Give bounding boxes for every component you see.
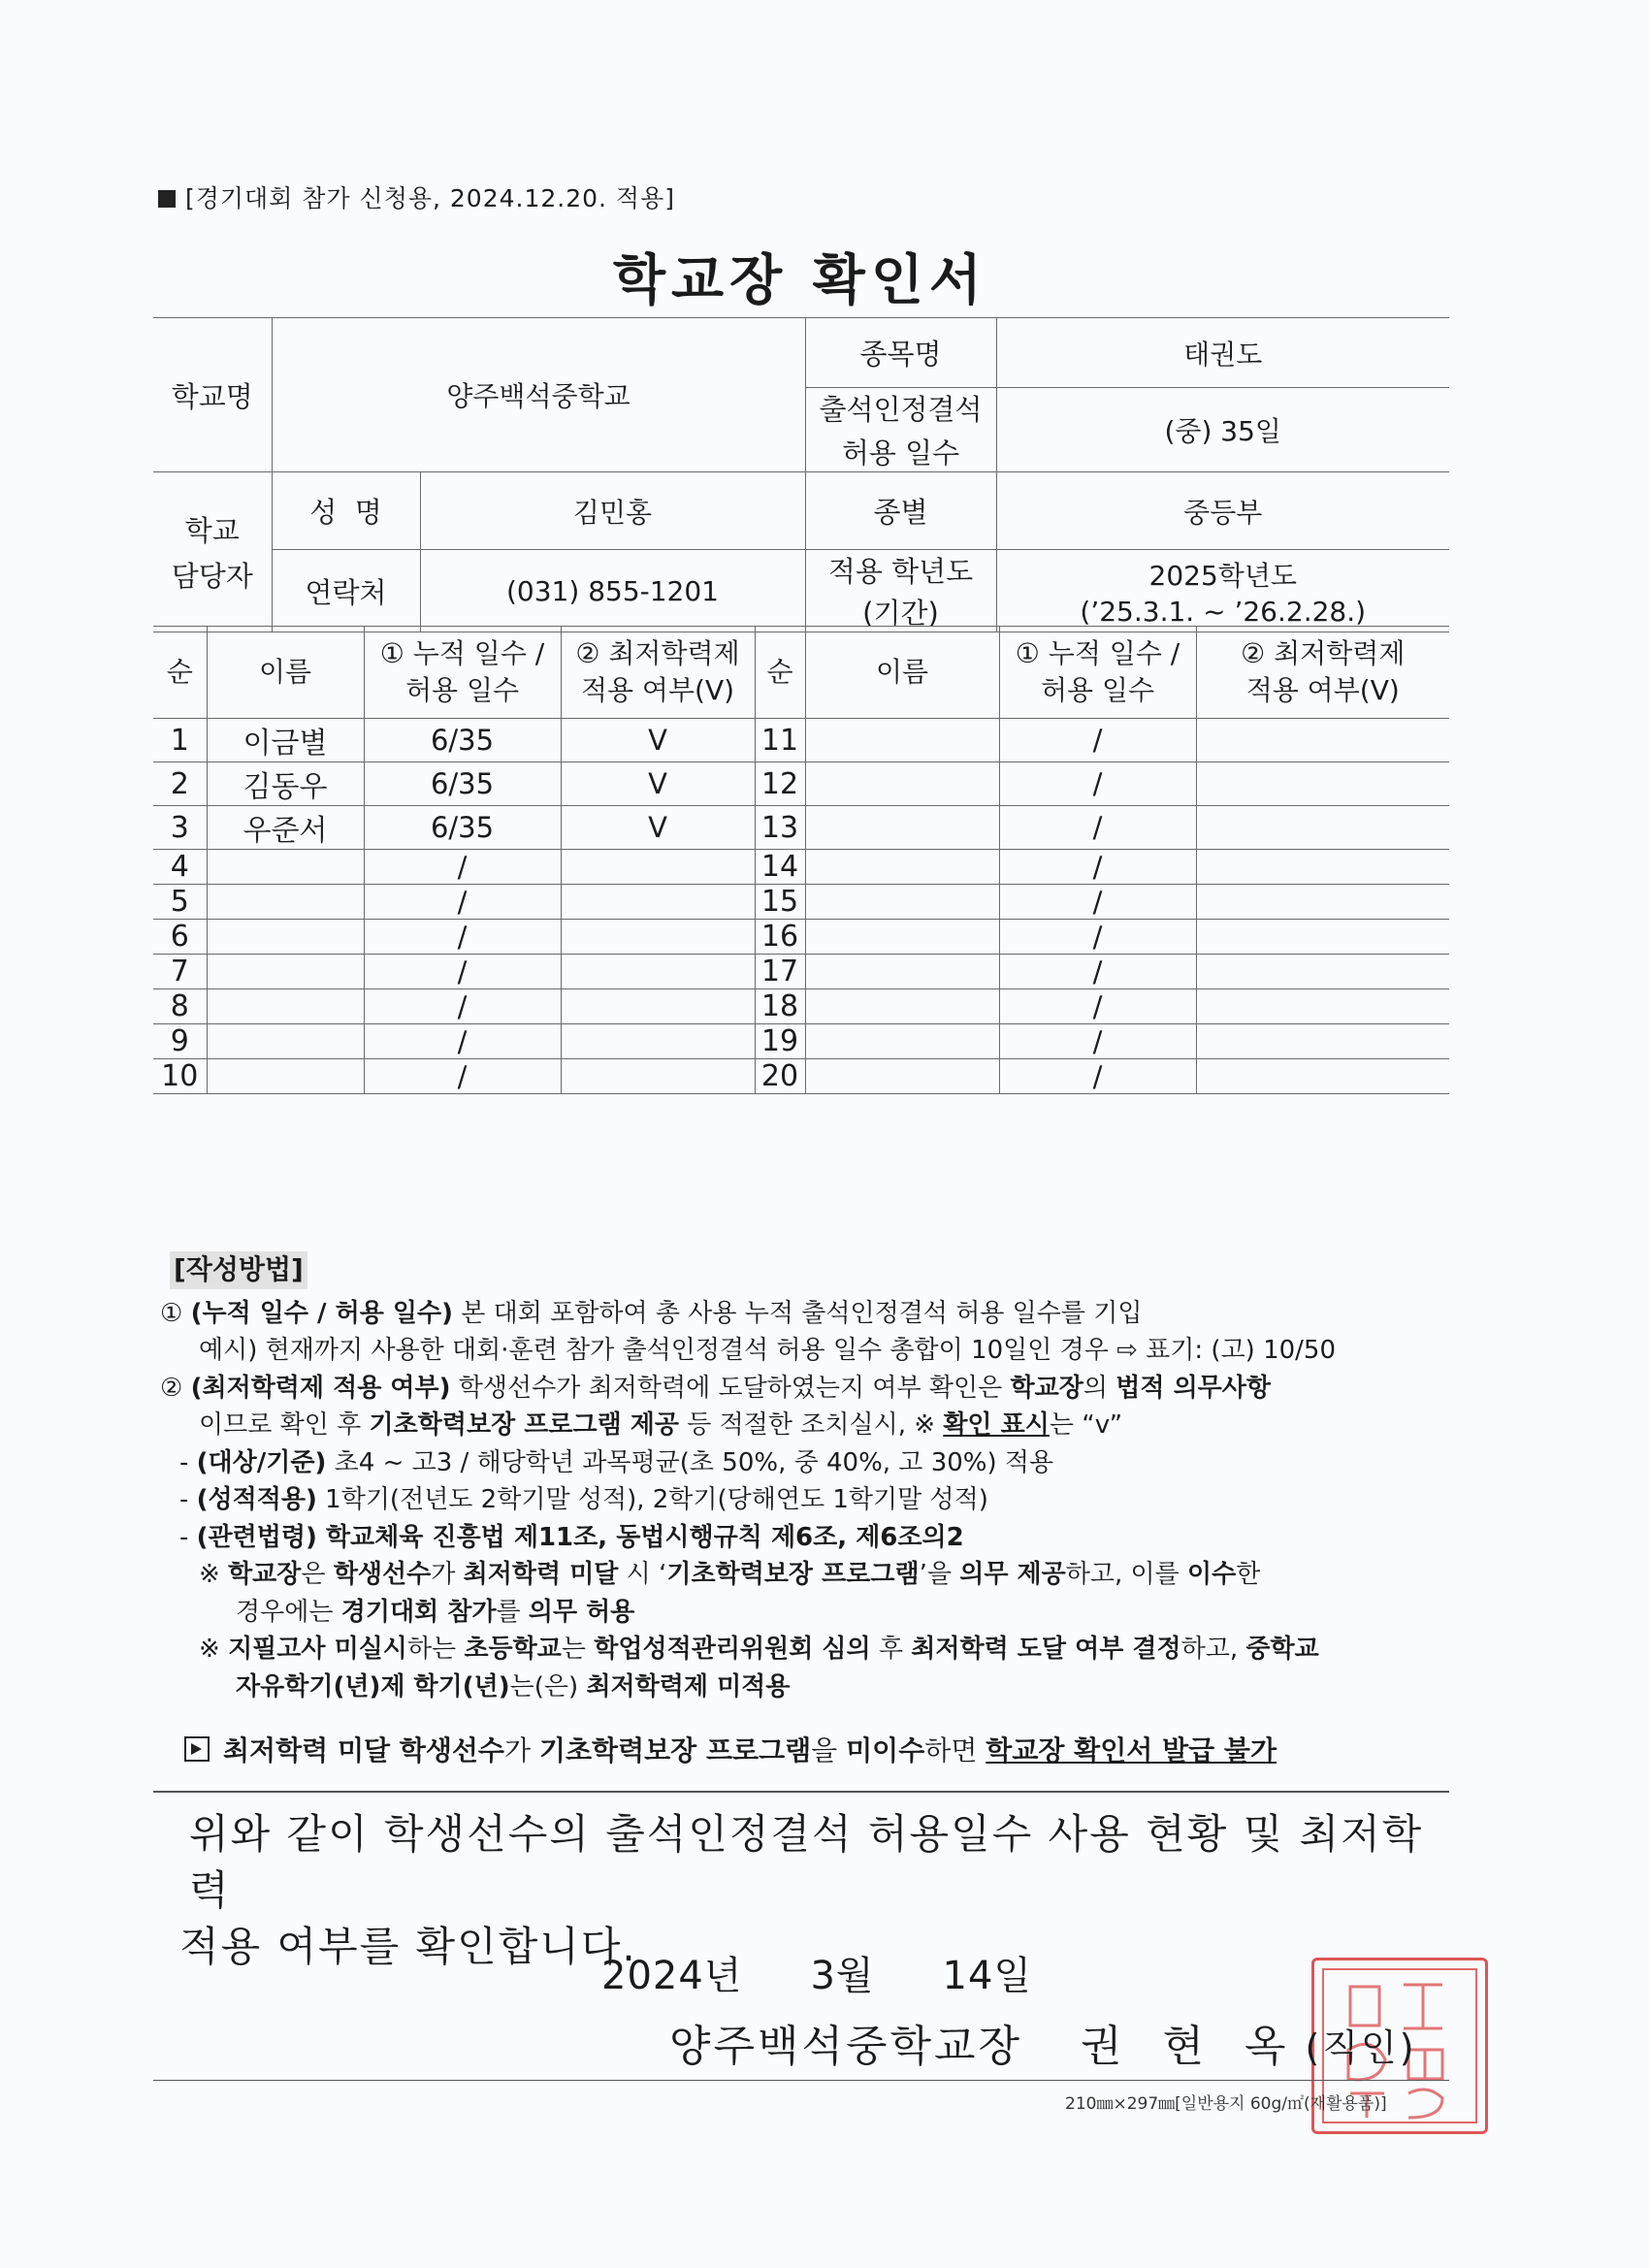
left-no-cell: 8 — [153, 989, 207, 1024]
paper-spec: 210㎜×297㎜[일반용지 60g/㎡(재활용품)] — [1065, 2094, 1387, 2114]
left-name-cell — [207, 989, 364, 1024]
left-apply-cell: V — [561, 762, 755, 806]
school-year-label — [805, 550, 996, 632]
form-note — [158, 179, 675, 214]
left-apply-cell: V — [561, 806, 755, 850]
left-name-cell: 김동우 — [207, 762, 364, 806]
divider — [153, 1791, 1449, 1793]
contact-label: 연락처 — [272, 550, 420, 632]
col-header-apply-right-line1: ② 최저학력제 — [1241, 637, 1406, 669]
col-header-no-right: 순 — [755, 627, 805, 719]
instruction-line: ① (누적 일수 / 허용 일수) 본 대회 포함하여 총 사용 누적 출석인정결석 허용 일수를 기입 — [160, 1298, 1143, 1328]
right-name-cell — [805, 762, 999, 806]
final-warning: 최저학력 미달 학생선수가 기초학력보장 프로그램을 미이수하면 학교장 확인서 발급 불가 — [184, 1730, 1277, 1768]
left-apply-cell — [561, 1059, 755, 1094]
left-name-cell — [207, 920, 364, 955]
instruction-line: ※ 지필고사 미실시하는 초등학교는 학업성적관리위원회 심의 후 최저학력 도달 여부 결정하고, 중학교 — [199, 1635, 1319, 1664]
allowed-days-value: (중) 35일 — [996, 388, 1449, 472]
footer-divider — [153, 2080, 1449, 2081]
col-header-days-line1: ① 누적 일수 / — [379, 637, 545, 669]
table-row — [153, 806, 1449, 850]
right-name-cell — [805, 719, 999, 762]
person-label-line1: 학교 — [184, 514, 240, 547]
left-days-cell: / — [364, 1024, 561, 1059]
roster-header-row — [153, 627, 1449, 719]
right-name-cell — [805, 850, 999, 885]
square-bullet-icon — [158, 190, 176, 208]
left-no-cell: 3 — [153, 806, 207, 850]
right-no-cell: 11 — [755, 719, 805, 762]
left-days-cell: / — [364, 1059, 561, 1094]
col-header-days-right-line2: 허용 일수 — [1040, 674, 1155, 706]
left-no-cell: 6 — [153, 920, 207, 955]
instruction-line: 경우에는 경기대회 참가를 의무 허용 — [236, 1597, 635, 1627]
left-apply-cell — [561, 1024, 755, 1059]
right-apply-cell — [1196, 955, 1449, 989]
school-info-table — [153, 317, 1449, 632]
confirmation-line2: 적용 여부를 확인합니다. — [179, 1923, 637, 1970]
student-roster-table — [153, 626, 1449, 1094]
name-label: 성 명 — [272, 472, 420, 550]
instructions-heading: [작성방법] — [170, 1251, 307, 1289]
school-year-label-line2: (기간) — [862, 597, 939, 630]
contact-value: (031) 855-1201 — [420, 550, 805, 632]
right-apply-cell — [1196, 920, 1449, 955]
right-days-cell: / — [999, 885, 1196, 920]
left-days-cell: / — [364, 885, 561, 920]
right-days-cell: / — [999, 850, 1196, 885]
left-name-cell — [207, 1059, 364, 1094]
right-no-cell: 12 — [755, 762, 805, 806]
date-year: 2024년 — [601, 1954, 743, 1998]
person-in-charge-label — [153, 472, 272, 632]
col-header-apply-line1: ② 최저학력제 — [575, 637, 740, 669]
left-name-cell — [207, 1024, 364, 1059]
instruction-line: 이므로 확인 후 기초학력보장 프로그램 제공 등 적절한 조치실시, ※ 확인 표시는 “v” — [199, 1410, 1123, 1440]
left-apply-cell — [561, 989, 755, 1024]
instruction-line: - (대상/기준) 초4 ~ 고3 / 해당학년 과목평균(초 50%, 중 40%, 고 30%) 적용 — [179, 1447, 1054, 1477]
right-apply-cell — [1196, 719, 1449, 762]
school-name-value: 양주백석중학교 — [272, 318, 805, 472]
arrow-box-icon — [184, 1736, 210, 1762]
table-row — [153, 885, 1449, 920]
col-header-apply-right-line2: 적용 여부(V) — [1245, 674, 1400, 706]
school-name-label: 학교명 — [153, 318, 272, 472]
right-no-cell: 16 — [755, 920, 805, 955]
principal-title: 양주백석중학교장 — [669, 2022, 1023, 2071]
sport-label: 종목명 — [805, 318, 996, 388]
right-days-cell: / — [999, 1024, 1196, 1059]
right-days-cell: / — [999, 762, 1196, 806]
left-no-cell: 9 — [153, 1024, 207, 1059]
left-no-cell: 2 — [153, 762, 207, 806]
confirmation-line1: 위와 같이 학생선수의 출석인정결석 허용일수 사용 현황 및 최저학력 — [189, 1810, 1424, 1914]
right-apply-cell — [1196, 1059, 1449, 1094]
col-header-days — [364, 627, 561, 719]
sport-value: 태권도 — [996, 318, 1449, 388]
table-row — [153, 1059, 1449, 1094]
right-days-cell: / — [999, 806, 1196, 850]
col-header-apply — [561, 627, 755, 719]
right-days-cell: / — [999, 1059, 1196, 1094]
instructions-section — [160, 1251, 1460, 1705]
principal-name: 권 현 옥 — [1081, 2022, 1300, 2071]
table-row — [153, 850, 1449, 885]
table-row — [153, 1024, 1449, 1059]
left-no-cell: 1 — [153, 719, 207, 762]
person-label-line2: 담당자 — [171, 560, 253, 593]
left-no-cell: 7 — [153, 955, 207, 989]
left-days-cell: 6/35 — [364, 806, 561, 850]
right-apply-cell — [1196, 885, 1449, 920]
right-days-cell: / — [999, 955, 1196, 989]
school-year-value-line2: (’25.3.1. ~ ’26.2.28.) — [1080, 595, 1367, 628]
right-apply-cell — [1196, 762, 1449, 806]
division-value: 중등부 — [996, 472, 1449, 550]
right-name-cell — [805, 806, 999, 850]
left-apply-cell: V — [561, 719, 755, 762]
table-row — [153, 955, 1449, 989]
school-year-value — [996, 550, 1449, 632]
right-name-cell — [805, 955, 999, 989]
right-name-cell — [805, 1059, 999, 1094]
roster-body — [153, 719, 1449, 1094]
left-days-cell: / — [364, 989, 561, 1024]
right-apply-cell — [1196, 850, 1449, 885]
left-name-cell — [207, 885, 364, 920]
left-apply-cell — [561, 955, 755, 989]
right-days-cell: / — [999, 920, 1196, 955]
left-apply-cell — [561, 850, 755, 885]
left-days-cell: 6/35 — [364, 762, 561, 806]
col-header-name: 이름 — [207, 627, 364, 719]
school-year-value-line1: 2025학년도 — [1148, 559, 1297, 592]
left-name-cell: 이금별 — [207, 719, 364, 762]
instruction-line: 자유학기(년)제 학기(년)는(은) 최저학력제 미적용 — [236, 1671, 791, 1701]
col-header-days-right-line1: ① 누적 일수 / — [1015, 637, 1180, 669]
col-header-apply-right — [1196, 627, 1449, 719]
right-days-cell: / — [999, 719, 1196, 762]
right-apply-cell — [1196, 806, 1449, 850]
allowed-days-label — [805, 388, 996, 472]
right-no-cell: 13 — [755, 806, 805, 850]
right-apply-cell — [1196, 1024, 1449, 1059]
left-no-cell: 4 — [153, 850, 207, 885]
right-name-cell — [805, 1024, 999, 1059]
instruction-line: ※ 학교장은 학생선수가 최저학력 미달 시 ‘기초학력보장 프로그램’을 의무 제공하고, 이를 이수한 — [199, 1560, 1261, 1589]
right-no-cell: 18 — [755, 989, 805, 1024]
form-note-text: [경기대회 참가 신청용, 2024.12.20. 적용] — [185, 184, 675, 212]
name-value: 김민홍 — [420, 472, 805, 550]
left-apply-cell — [561, 920, 755, 955]
issue-date — [601, 1945, 1032, 2000]
instruction-line: 예시) 현재까지 사용한 대회·훈련 참가 출석인정결석 허용 일수 총합이 10일인 경우 ⇨ 표기: (고) 10/50 — [199, 1336, 1337, 1365]
table-row — [153, 762, 1449, 806]
left-apply-cell — [561, 885, 755, 920]
col-header-days-line2: 허용 일수 — [404, 674, 520, 706]
right-name-cell — [805, 885, 999, 920]
right-no-cell: 20 — [755, 1059, 805, 1094]
col-header-days-right — [999, 627, 1196, 719]
school-year-label-line1: 적용 학년도 — [827, 555, 974, 588]
date-month: 3월 — [810, 1954, 875, 1998]
left-name-cell — [207, 955, 364, 989]
right-days-cell: / — [999, 989, 1196, 1024]
principal-signature — [669, 2011, 1417, 2073]
right-no-cell: 14 — [755, 850, 805, 885]
right-name-cell — [805, 920, 999, 955]
instruction-line: - (관련법령) 학교체육 진흥법 제11조, 동법시행규칙 제6조, 제6조의2 — [179, 1522, 964, 1552]
division-label: 종별 — [805, 472, 996, 550]
left-no-cell: 5 — [153, 885, 207, 920]
col-header-no: 순 — [153, 627, 207, 719]
right-no-cell: 19 — [755, 1024, 805, 1059]
allowed-days-label-line1: 출석인정결석 — [819, 393, 983, 426]
right-no-cell: 17 — [755, 955, 805, 989]
col-header-apply-line2: 적용 여부(V) — [580, 674, 735, 706]
col-header-name-right: 이름 — [805, 627, 999, 719]
table-row — [153, 719, 1449, 762]
instruction-line: ② (최저학력제 적용 여부) 학생선수가 최저학력에 도달하였는지 여부 확인은 학교장의 법적 의무사항 — [160, 1373, 1272, 1403]
left-no-cell: 10 — [153, 1059, 207, 1094]
right-name-cell — [805, 989, 999, 1024]
left-name-cell: 우준서 — [207, 806, 364, 850]
right-no-cell: 15 — [755, 885, 805, 920]
left-days-cell: 6/35 — [364, 719, 561, 762]
right-apply-cell — [1196, 989, 1449, 1024]
left-name-cell — [207, 850, 364, 885]
left-days-cell: / — [364, 850, 561, 885]
allowed-days-label-line2: 허용 일수 — [841, 437, 960, 470]
seal-mark-text: (직인) — [1305, 2026, 1417, 2069]
table-row — [153, 989, 1449, 1024]
date-day: 14일 — [942, 1954, 1033, 1998]
left-days-cell: / — [364, 920, 561, 955]
document-title: 학교장 확인서 — [612, 249, 988, 312]
instruction-line: - (성적적용) 1학기(전년도 2학기말 성적), 2학기(당해연도 1학기말 성적) — [179, 1485, 988, 1514]
left-days-cell: / — [364, 955, 561, 989]
table-row — [153, 920, 1449, 955]
